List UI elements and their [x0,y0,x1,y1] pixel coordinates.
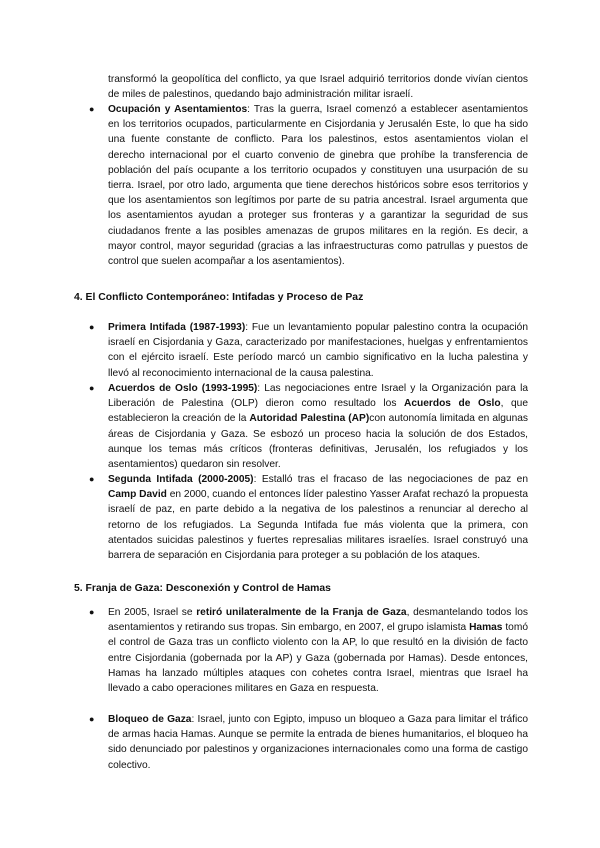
gaza-withdrawal-item [108,605,528,696]
bullet-icon: ● [89,104,95,114]
oslo-bold-b: Autoridad Palestina (AP) [249,413,370,425]
bullet-icon: ● [89,383,95,393]
gaza-blockade-text: : Israel, junto con Egipto, impuso un bloqueo a Gaza para limitar el tráfico de armas hacia Hamas. Aunque se permite la entrada de bienes humanitarios, el bloqueo ha sido denunciado por palestinos y organizaciones internacionales como una forma de castigo colectivo. [108,714,528,771]
bullet-icon: ● [89,474,95,484]
first-intifada-item [108,320,528,381]
oslo-accords-item [108,381,528,472]
first-intifada-text: : Fue un levantamiento popular palestino contra la ocupación israelí en Cisjordania y Gaza, caracterizado por manifestaciones, huelgas y enfrentamientos con el ejército israelí. Este período marcó un cambio significativo en la lucha palestina y llevó al reconocimiento internacional de la causa palestina. [108,322,528,379]
bullet-icon: ● [89,607,95,617]
bullet-icon: ● [89,322,95,332]
gaza-blockade-term: Bloqueo de Gaza [108,714,192,725]
occupation-settlements-text: : Tras la guerra, Israel comenzó a establecer asentamientos en los territorios ocupados, particularmente en Cisjordania y Jerusalén Este, lo que ha sido una fuente constante de conflicto. Para los palestinos, estos asentamientos violan el derecho internacional por el cuarto convenio de ginebra que prohíbe la transferencia de población del país ocupante a los territorio ocupados y constituyen una usurpación de su tierra. Israel, por otro lado, argumenta que tiene derechos históricos sobre esos territorios y que los asentamientos son legítimos por parte de su patria ancestral. Israel argumenta que los asentamientos ayudan a proteger sus fronteras y a garantizar la seguridad de sus ciudadanos frente a las posibles amenazas de grupos militares en la región. Es decir, a mayor control, mayor seguridad (gracias a las infraestructuras como patrullas y puestos de control que suelen acompañar a los asentamientos). [108,104,529,268]
second-intifada-text-a: : Estalló tras el fracaso de las negociaciones de paz en [253,474,528,485]
gaza-text-a: En 2005, Israel se [108,607,197,618]
camp-david-bold: Camp David [108,489,167,501]
section-5-heading: 5. Franja de Gaza: Desconexión y Control de Hamas [74,583,331,594]
intro-continuation: transformó la geopolítica del conflicto, ya que Israel adquirió territorios donde vivían cientos de miles de palestinos, quedando bajo administración militar israelí. [108,74,528,101]
gaza-text-c: tomó el control de Gaza tras un conflicto violento con la AP, lo que resultó en la división de facto entre Cisjordania (gobernada por la AP) y Gaza (gobernada por Hamas). Desde entonces, Hamas ha lanzado múltiples ataques con cohetes contra Israel, mientras que Israel ha llevado a cabo operaciones militares en Gaza en respuesta. [108,622,528,695]
oslo-text-c: con autonomía limitada en algunas áreas de Cisjordania y Gaza. Se esbozó un proceso hacia la solución de dos Estados, aunque los temas más críticos (fronteras definitivas, Jerusalén, los refugiados y los asentamientos) quedaron sin resolver. [108,413,529,471]
second-intifada-item [108,472,528,563]
oslo-accords-term: Acuerdos de Oslo (1993-1995) [108,383,258,394]
first-intifada-term: Primera Intifada (1987-1993) [108,322,246,333]
occupation-settlements-term: Ocupación y Asentamientos [108,104,248,115]
gaza-bold-a: retiró unilateralmente de la Franja de Gaza [196,607,407,618]
second-intifada-term: Segunda Intifada (2000-2005) [108,474,254,485]
hamas-bold: Hamas [469,622,503,634]
gaza-blockade-item [108,712,528,773]
occupation-settlements-item [108,102,528,269]
gaza-text-b: , desmantelando todos los asentamientos y retirando sus tropas. Sin embargo, en 2007, el grupo islamista [108,607,528,634]
section-4-heading: 4. El Conflicto Contemporáneo: Intifadas y Proceso de Paz [74,292,364,303]
bullet-icon: ● [89,714,95,724]
oslo-text-b: , que establecieron la creación de la [108,398,528,425]
oslo-text-a: : Las negociaciones entre Israel y la Organización para la Liberación de Palestina (OLP) dieron como resultado los [108,383,528,410]
second-intifada-text-b: en 2000, cuando el entonces líder palestino Yasser Arafat rechazó la propuesta israelí de paz, en parte debido a la negativa de los palestinos a renunciar al derecho al retorno de los refugiados. La Segunda Intifada fue más violenta que la primera, con atentados suicidas palestinos y fuertes represalias militares israelíes. Israel construyó una barrera de separación en Cisjordania para proteger a su población de los ataques. [108,489,528,562]
oslo-bold-a: Acuerdos de Oslo [403,398,501,410]
